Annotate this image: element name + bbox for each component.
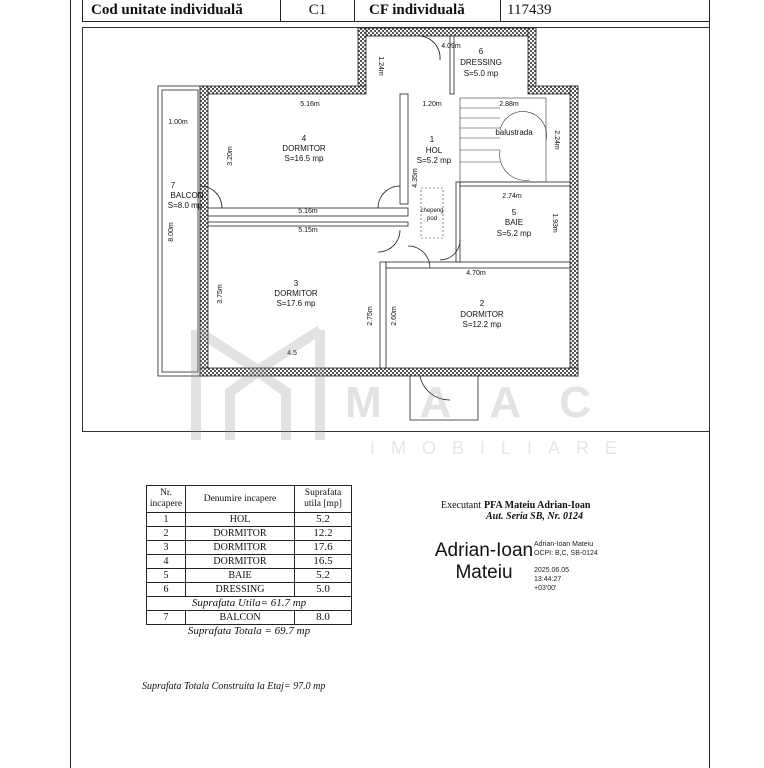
row-nr: 2 bbox=[147, 527, 186, 541]
row-nr: 3 bbox=[147, 541, 186, 555]
table-row bbox=[147, 555, 352, 569]
row-area: 17.6 bbox=[295, 541, 352, 555]
unit-label: Cod unitate individuală bbox=[83, 0, 281, 21]
dim-label: 2.74m bbox=[502, 193, 522, 200]
dim-label: 4.5 bbox=[287, 350, 297, 357]
signature-meta-5: +03'00' bbox=[534, 585, 557, 592]
unit-value: C1 bbox=[281, 0, 355, 21]
dim-label: 1.93m bbox=[551, 213, 558, 233]
executant-label: Executant bbox=[441, 500, 481, 511]
row-name: BALCON bbox=[186, 611, 295, 625]
table-row bbox=[147, 583, 352, 597]
room-3-nr: 3 bbox=[293, 279, 299, 288]
row-name: DORMITOR bbox=[186, 527, 295, 541]
signature-line-2: Mateiu bbox=[455, 562, 513, 583]
row-nr: 5 bbox=[147, 569, 186, 583]
dim-label: 1.20m bbox=[422, 101, 442, 108]
dim-label: 5.15m bbox=[298, 227, 318, 234]
staircase bbox=[421, 98, 547, 238]
signature-meta bbox=[534, 540, 598, 593]
watermark-logo-icon bbox=[196, 330, 320, 440]
dim-label: 2.24m bbox=[553, 130, 560, 150]
digital-signature-name bbox=[429, 540, 539, 584]
exterior-walls bbox=[200, 28, 578, 376]
room-6-nr: 6 bbox=[478, 47, 484, 56]
row-name: DORMITOR bbox=[186, 541, 295, 555]
surface-table bbox=[146, 485, 352, 638]
room-6-name: DRESSING bbox=[460, 58, 502, 67]
room-5-area: S=5.2 mp bbox=[496, 229, 532, 238]
row-area: 12.2 bbox=[295, 527, 352, 541]
row-area: 16.5 bbox=[295, 555, 352, 569]
row-nr: 6 bbox=[147, 583, 186, 597]
table-row bbox=[147, 527, 352, 541]
dim-label: 4.09m bbox=[441, 43, 461, 50]
row-nr: 4 bbox=[147, 555, 186, 569]
room-6-area: S=5.0 mp bbox=[463, 69, 499, 78]
room-1-area: S=5.2 mp bbox=[416, 156, 452, 165]
executant-authorization: Aut. Seria SB, Nr. 0124 bbox=[486, 511, 583, 522]
useful-total: Suprafata Utila= 61.7 mp bbox=[147, 597, 352, 611]
executant-name: PFA Mateiu Adrian-Ioan bbox=[484, 500, 591, 511]
row-area: 5.2 bbox=[295, 513, 352, 527]
cf-value: 117439 bbox=[507, 2, 552, 18]
row-name: DRESSING bbox=[186, 583, 295, 597]
row-nr: 7 bbox=[147, 611, 186, 625]
row-nr: 1 bbox=[147, 513, 186, 527]
signature-line-1: Adrian-Ioan bbox=[434, 540, 534, 561]
room-2-name: DORMITOR bbox=[460, 310, 504, 319]
dim-label: 3.75m bbox=[217, 284, 224, 304]
dim-label: 8.00m bbox=[168, 222, 175, 242]
col-nr-header: Nr. incapere bbox=[147, 486, 186, 513]
dim-label: 3.20m bbox=[227, 146, 234, 166]
room-4-area: S=16.5 mp bbox=[284, 154, 324, 163]
col-area-header: Suprafata utila [mp] bbox=[295, 486, 352, 513]
room-3-name: DORMITOR bbox=[274, 289, 318, 298]
signature-meta-4: 13:44:27 bbox=[534, 576, 562, 583]
room-5-name: BAIE bbox=[504, 218, 524, 227]
signature-meta-2: OCPI: B,C, SB-0124 bbox=[534, 550, 598, 557]
table-row bbox=[147, 569, 352, 583]
room-1-name: HOL bbox=[425, 146, 443, 155]
balustrade-label: balustrada bbox=[495, 128, 533, 137]
hatch-label-2: pod bbox=[426, 216, 438, 222]
row-area: 5.0 bbox=[295, 583, 352, 597]
room-1-nr: 1 bbox=[429, 135, 435, 144]
grand-total: Suprafata Totala = 69.7 mp bbox=[187, 625, 311, 637]
dim-label: 1.24m bbox=[377, 56, 384, 76]
dim-label: 2.60m bbox=[391, 306, 398, 326]
dim-label: 2.88m bbox=[499, 101, 519, 108]
room-7-area: S=8.0 mp bbox=[167, 201, 203, 210]
hatch-label-1: chepeng bbox=[420, 208, 444, 214]
room-7-name: BALCON bbox=[170, 191, 204, 200]
signature-meta-3: 2025.06.05 bbox=[534, 567, 570, 574]
row-name: HOL bbox=[186, 513, 295, 527]
built-total: Suprafata Totala Construita la Etaj= 97.0 mp bbox=[142, 681, 326, 692]
dim-label: 1.00m bbox=[168, 119, 188, 126]
dim-label: 5.16m bbox=[298, 208, 318, 215]
table-row bbox=[147, 611, 352, 625]
dim-label: 4.70m bbox=[466, 270, 486, 277]
room-7-nr: 7 bbox=[170, 181, 176, 190]
row-area: 5.2 bbox=[295, 569, 352, 583]
room-4-nr: 4 bbox=[301, 134, 307, 143]
dim-label: 4.35m bbox=[412, 168, 419, 188]
room-3-area: S=17.6 mp bbox=[276, 299, 316, 308]
room-4-name: DORMITOR bbox=[282, 144, 326, 153]
dim-label: 5.16m bbox=[300, 101, 320, 108]
table-row bbox=[147, 513, 352, 527]
row-name: BAIE bbox=[186, 569, 295, 583]
room-2-nr: 2 bbox=[479, 299, 485, 308]
watermark-brand: MAAC bbox=[345, 378, 629, 427]
room-5-nr: 5 bbox=[511, 208, 517, 217]
table-row bbox=[147, 541, 352, 555]
row-area: 8.0 bbox=[295, 611, 352, 625]
col-name-header: Denumire incapere bbox=[186, 486, 295, 513]
row-name: DORMITOR bbox=[186, 555, 295, 569]
room-2-area: S=12.2 mp bbox=[462, 320, 502, 329]
signature-meta-1: Adrian-Ioan Mateiu bbox=[534, 541, 594, 548]
cf-label: CF individuală bbox=[355, 0, 501, 21]
dim-label: 2.75m bbox=[367, 306, 374, 326]
watermark-sub: IMOBILIARE bbox=[370, 438, 634, 458]
